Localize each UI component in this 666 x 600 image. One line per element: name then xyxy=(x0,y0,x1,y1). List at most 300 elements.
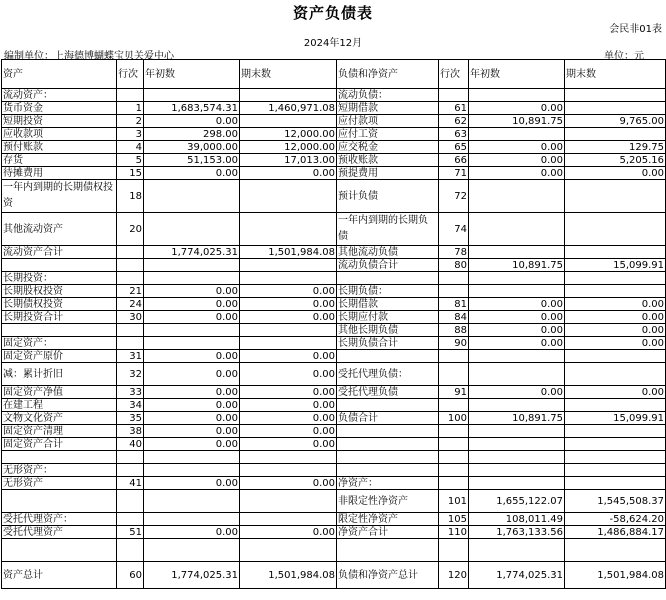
table-cell: 0.00 xyxy=(144,285,240,298)
table-cell xyxy=(240,89,337,102)
column-header: 资产 xyxy=(2,60,117,89)
table-cell: 长期投资合计 xyxy=(2,311,117,324)
table-cell xyxy=(337,272,439,285)
table-cell: 1,774,025.31 xyxy=(144,246,240,259)
table-cell: 负债和净资产总计 xyxy=(337,562,439,589)
table-cell: 0.00 xyxy=(240,438,337,451)
table-row xyxy=(2,526,666,539)
table-cell xyxy=(144,259,240,272)
table-cell xyxy=(144,180,240,213)
table-cell: 3 xyxy=(117,128,144,141)
table-cell: 101 xyxy=(439,490,469,513)
table-cell: 40 xyxy=(117,438,144,451)
table-cell: 0.00 xyxy=(144,438,240,451)
table-cell: 长期股权投资 xyxy=(2,285,117,298)
table-cell: 短期投资 xyxy=(2,115,117,128)
table-row xyxy=(2,438,666,451)
table-cell xyxy=(439,89,469,102)
table-cell: 12,000.00 xyxy=(240,141,337,154)
form-code: 会民非01表 xyxy=(609,24,662,35)
table-cell: 15,099.91 xyxy=(565,412,666,425)
table-cell: 10,891.75 xyxy=(469,115,565,128)
table-cell: 0.00 xyxy=(469,324,565,337)
table-cell: 0.00 xyxy=(565,337,666,350)
table-cell: 限定性净资产 xyxy=(337,513,439,526)
table-cell: 24 xyxy=(117,298,144,311)
table-cell xyxy=(117,259,144,272)
table-cell: 0.00 xyxy=(144,386,240,399)
table-row xyxy=(2,363,666,386)
table-cell xyxy=(469,363,565,386)
table-cell xyxy=(469,272,565,285)
table-cell: 60 xyxy=(117,562,144,589)
table-cell: 20 xyxy=(117,213,144,246)
table-cell: 0.00 xyxy=(144,115,240,128)
table-cell xyxy=(240,259,337,272)
table-cell xyxy=(565,363,666,386)
table-cell: 受托代理资产 xyxy=(2,526,117,539)
table-cell xyxy=(240,324,337,337)
table-row xyxy=(2,337,666,350)
table-cell: 其他流动资产 xyxy=(2,213,117,246)
table-cell xyxy=(469,539,565,562)
table-cell xyxy=(469,464,565,477)
table-cell: 15 xyxy=(117,167,144,180)
table-cell xyxy=(469,438,565,451)
table-cell: 1,774,025.31 xyxy=(469,562,565,589)
table-cell: 应收款项 xyxy=(2,128,117,141)
table-cell xyxy=(469,213,565,246)
table-cell: 61 xyxy=(439,102,469,115)
table-cell: 一年内到期的长期债权投资 xyxy=(2,180,117,213)
table-cell: 应付工资 xyxy=(337,128,439,141)
table-cell xyxy=(117,89,144,102)
table-cell xyxy=(337,350,439,363)
table-cell: 应付款项 xyxy=(337,115,439,128)
table-cell: 1,486,884.17 xyxy=(565,526,666,539)
table-cell: 110 xyxy=(439,526,469,539)
table-cell xyxy=(565,180,666,213)
table-cell xyxy=(144,337,240,350)
table-cell: 108,011.49 xyxy=(469,513,565,526)
table-cell xyxy=(144,324,240,337)
table-cell: 文物文化资产 xyxy=(2,412,117,425)
table-cell: 待摊费用 xyxy=(2,167,117,180)
table-cell: 0.00 xyxy=(144,350,240,363)
table-cell xyxy=(439,464,469,477)
table-row xyxy=(2,539,666,562)
table-row xyxy=(2,115,666,128)
table-cell xyxy=(144,464,240,477)
table-cell: 固定资产清理 xyxy=(2,425,117,438)
table-cell: 298.00 xyxy=(144,128,240,141)
table-cell: 91 xyxy=(439,386,469,399)
table-cell: 0.00 xyxy=(144,425,240,438)
table-cell: 长期负债合计 xyxy=(337,337,439,350)
table-cell xyxy=(337,399,439,412)
table-cell: 10,891.75 xyxy=(469,259,565,272)
table-cell: 1,545,508.37 xyxy=(565,490,666,513)
table-cell: 0.00 xyxy=(240,298,337,311)
table-cell xyxy=(439,425,469,438)
table-cell: 2 xyxy=(117,115,144,128)
column-header: 行次 xyxy=(117,60,144,89)
table-cell: 0.00 xyxy=(469,154,565,167)
table-cell: 货币资金 xyxy=(2,102,117,115)
table-cell xyxy=(2,451,117,464)
table-cell: 0.00 xyxy=(565,386,666,399)
table-cell: 流动负债合计 xyxy=(337,259,439,272)
table-cell: 0.00 xyxy=(240,477,337,490)
table-cell xyxy=(565,477,666,490)
table-cell: 0.00 xyxy=(565,311,666,324)
header-row xyxy=(2,60,666,89)
table-cell: 0.00 xyxy=(469,311,565,324)
column-header: 期末数 xyxy=(565,60,666,89)
table-cell: 长期债权投资 xyxy=(2,298,117,311)
table-cell: 15,099.91 xyxy=(565,259,666,272)
table-cell xyxy=(565,272,666,285)
table-cell: 72 xyxy=(439,180,469,213)
table-cell: 固定资产合计 xyxy=(2,438,117,451)
table-cell: 81 xyxy=(439,298,469,311)
table-cell: 无形资产 xyxy=(2,477,117,490)
table-cell: 88 xyxy=(439,324,469,337)
table-row xyxy=(2,298,666,311)
table-cell: 长期负债： xyxy=(337,285,439,298)
table-cell: 0.00 xyxy=(240,167,337,180)
table-cell xyxy=(469,285,565,298)
table-cell: 17,013.00 xyxy=(240,154,337,167)
table-cell: 32 xyxy=(117,363,144,386)
table-cell: 固定资产原价 xyxy=(2,350,117,363)
table-cell: 0.00 xyxy=(240,399,337,412)
report-date: 2024年12月 xyxy=(303,38,363,49)
table-cell: 35 xyxy=(117,412,144,425)
table-row xyxy=(2,412,666,425)
table-cell: 4 xyxy=(117,141,144,154)
table-cell xyxy=(240,115,337,128)
table-cell xyxy=(469,399,565,412)
table-cell: -58,624.20 xyxy=(565,513,666,526)
table-cell: 长期借款 xyxy=(337,298,439,311)
table-cell xyxy=(337,425,439,438)
unit-label: 单位：元 xyxy=(604,51,644,62)
table-cell: 0.00 xyxy=(240,425,337,438)
column-header: 期末数 xyxy=(240,60,337,89)
table-cell xyxy=(565,399,666,412)
table-cell xyxy=(439,451,469,464)
table-cell xyxy=(240,539,337,562)
table-cell xyxy=(2,539,117,562)
table-cell xyxy=(117,539,144,562)
table-cell: 39,000.00 xyxy=(144,141,240,154)
table-cell: 预提费用 xyxy=(337,167,439,180)
table-cell: 减：累计折旧 xyxy=(2,363,117,386)
table-cell: 1,501,984.08 xyxy=(565,562,666,589)
table-cell xyxy=(240,513,337,526)
table-row xyxy=(2,324,666,337)
table-cell xyxy=(240,180,337,213)
table-cell: 62 xyxy=(439,115,469,128)
table-cell xyxy=(565,213,666,246)
table-cell: 长期应付款 xyxy=(337,311,439,324)
table-cell xyxy=(144,89,240,102)
table-cell xyxy=(117,451,144,464)
table-cell xyxy=(117,272,144,285)
table-cell: 34 xyxy=(117,399,144,412)
table-cell xyxy=(117,246,144,259)
table-cell xyxy=(2,490,117,513)
table-cell xyxy=(337,451,439,464)
balance-sheet-table xyxy=(1,59,666,589)
table-cell: 长期投资： xyxy=(2,272,117,285)
table-cell xyxy=(439,539,469,562)
table-cell: 0.00 xyxy=(565,167,666,180)
table-cell: 1,655,122.07 xyxy=(469,490,565,513)
table-cell: 受托代理负债： xyxy=(337,363,439,386)
table-cell: 5 xyxy=(117,154,144,167)
table-cell: 120 xyxy=(439,562,469,589)
table-row xyxy=(2,490,666,513)
table-cell: 0.00 xyxy=(240,363,337,386)
table-cell: 一年内到期的长期负债 xyxy=(337,213,439,246)
table-cell: 受托代理资产： xyxy=(2,513,117,526)
table-cell xyxy=(439,285,469,298)
table-cell: 100 xyxy=(439,412,469,425)
table-cell xyxy=(2,324,117,337)
table-cell xyxy=(117,464,144,477)
table-cell xyxy=(439,399,469,412)
table-cell xyxy=(240,213,337,246)
table-cell: 38 xyxy=(117,425,144,438)
table-cell xyxy=(2,259,117,272)
table-cell: 0.00 xyxy=(240,350,337,363)
table-cell: 105 xyxy=(439,513,469,526)
table-row xyxy=(2,89,666,102)
table-cell: 0.00 xyxy=(469,386,565,399)
table-row xyxy=(2,386,666,399)
table-cell xyxy=(337,438,439,451)
table-cell xyxy=(439,477,469,490)
table-cell xyxy=(144,513,240,526)
table-row xyxy=(2,311,666,324)
table-cell: 5,205.16 xyxy=(565,154,666,167)
table-row xyxy=(2,562,666,589)
table-row xyxy=(2,477,666,490)
table-cell: 18 xyxy=(117,180,144,213)
table-cell: 66 xyxy=(439,154,469,167)
table-cell xyxy=(439,350,469,363)
table-cell: 0.00 xyxy=(469,141,565,154)
table-cell xyxy=(565,425,666,438)
table-cell xyxy=(565,464,666,477)
table-cell xyxy=(117,324,144,337)
table-cell: 非限定性净资产 xyxy=(337,490,439,513)
table-cell: 0.00 xyxy=(144,399,240,412)
table-cell: 0.00 xyxy=(565,298,666,311)
table-cell xyxy=(117,337,144,350)
table-cell: 无形资产： xyxy=(2,464,117,477)
table-cell: 其他长期负债 xyxy=(337,324,439,337)
table-cell xyxy=(469,246,565,259)
table-cell: 0.00 xyxy=(240,526,337,539)
column-header: 年初数 xyxy=(144,60,240,89)
table-row xyxy=(2,246,666,259)
table-cell: 0.00 xyxy=(144,412,240,425)
table-cell: 21 xyxy=(117,285,144,298)
table-cell: 51 xyxy=(117,526,144,539)
table-cell: 10,891.75 xyxy=(469,412,565,425)
table-cell xyxy=(565,102,666,115)
table-cell: 30 xyxy=(117,311,144,324)
table-row xyxy=(2,399,666,412)
table-row xyxy=(2,350,666,363)
table-row xyxy=(2,141,666,154)
table-cell: 0.00 xyxy=(240,311,337,324)
table-cell: 0.00 xyxy=(240,285,337,298)
table-cell: 预收账款 xyxy=(337,154,439,167)
table-cell: 80 xyxy=(439,259,469,272)
table-cell: 0.00 xyxy=(469,337,565,350)
table-cell xyxy=(565,246,666,259)
table-cell xyxy=(565,89,666,102)
table-cell xyxy=(240,451,337,464)
table-row xyxy=(2,154,666,167)
table-row xyxy=(2,102,666,115)
table-cell xyxy=(469,451,565,464)
table-cell xyxy=(144,539,240,562)
table-cell: 存货 xyxy=(2,154,117,167)
table-cell: 1,774,025.31 xyxy=(144,562,240,589)
table-cell: 1,460,971.08 xyxy=(240,102,337,115)
table-cell: 固定资产： xyxy=(2,337,117,350)
table-cell: 84 xyxy=(439,311,469,324)
table-cell xyxy=(565,539,666,562)
table-cell: 33 xyxy=(117,386,144,399)
column-header: 年初数 xyxy=(469,60,565,89)
table-cell: 51,153.00 xyxy=(144,154,240,167)
table-cell: 0.00 xyxy=(144,167,240,180)
table-cell: 资产总计 xyxy=(2,562,117,589)
table-cell: 0.00 xyxy=(240,386,337,399)
table-cell: 90 xyxy=(439,337,469,350)
table-row xyxy=(2,128,666,141)
table-row xyxy=(2,272,666,285)
table-cell: 1,501,984.08 xyxy=(240,562,337,589)
table-cell: 预付账款 xyxy=(2,141,117,154)
table-cell: 应交税金 xyxy=(337,141,439,154)
table-cell: 0.00 xyxy=(469,298,565,311)
table-cell: 0.00 xyxy=(144,298,240,311)
table-cell: 71 xyxy=(439,167,469,180)
table-cell xyxy=(240,464,337,477)
column-header: 行次 xyxy=(439,60,469,89)
table-cell: 负债合计 xyxy=(337,412,439,425)
table-row xyxy=(2,425,666,438)
table-cell: 63 xyxy=(439,128,469,141)
table-cell: 流动负债： xyxy=(337,89,439,102)
table-cell xyxy=(565,438,666,451)
table-cell xyxy=(469,350,565,363)
table-row xyxy=(2,513,666,526)
table-cell: 0.00 xyxy=(144,477,240,490)
table-cell: 流动资产合计 xyxy=(2,246,117,259)
table-cell xyxy=(117,513,144,526)
table-cell xyxy=(144,451,240,464)
table-cell xyxy=(240,272,337,285)
table-cell xyxy=(565,451,666,464)
table-cell: 1,501,984.08 xyxy=(240,246,337,259)
table-cell xyxy=(240,490,337,513)
table-cell: 固定资产净值 xyxy=(2,386,117,399)
table-cell: 1 xyxy=(117,102,144,115)
table-cell: 短期借款 xyxy=(337,102,439,115)
table-cell: 0.00 xyxy=(144,363,240,386)
table-cell: 其他流动负债 xyxy=(337,246,439,259)
table-cell xyxy=(565,350,666,363)
table-cell: 受托代理负债 xyxy=(337,386,439,399)
table-cell: 0.00 xyxy=(144,526,240,539)
table-cell: 0.00 xyxy=(565,324,666,337)
table-cell: 65 xyxy=(439,141,469,154)
table-cell xyxy=(144,272,240,285)
table-row xyxy=(2,259,666,272)
table-cell: 预计负债 xyxy=(337,180,439,213)
table-row xyxy=(2,464,666,477)
table-cell: 9,765.00 xyxy=(565,115,666,128)
table-cell xyxy=(439,272,469,285)
table-cell xyxy=(469,425,565,438)
table-cell: 129.75 xyxy=(565,141,666,154)
table-cell: 12,000.00 xyxy=(240,128,337,141)
table-row xyxy=(2,285,666,298)
table-cell xyxy=(565,128,666,141)
report-title: 资产负债表 xyxy=(292,4,373,22)
table-cell: 在建工程 xyxy=(2,399,117,412)
table-cell: 1,683,574.31 xyxy=(144,102,240,115)
table-cell: 41 xyxy=(117,477,144,490)
table-cell xyxy=(469,128,565,141)
table-cell: 净资产： xyxy=(337,477,439,490)
table-cell: 78 xyxy=(439,246,469,259)
table-cell xyxy=(469,89,565,102)
table-cell xyxy=(469,477,565,490)
table-cell: 流动资产： xyxy=(2,89,117,102)
table-cell xyxy=(117,490,144,513)
table-row xyxy=(2,167,666,180)
table-cell xyxy=(469,180,565,213)
table-cell: 31 xyxy=(117,350,144,363)
table-row xyxy=(2,451,666,464)
table-cell xyxy=(439,438,469,451)
table-row xyxy=(2,213,666,246)
table-cell xyxy=(144,490,240,513)
table-cell: 0.00 xyxy=(144,311,240,324)
organization-label: 编制单位：上海德博蝴蝶宝贝关爱中心 xyxy=(4,51,174,62)
table-row xyxy=(2,180,666,213)
table-cell: 74 xyxy=(439,213,469,246)
table-cell xyxy=(439,363,469,386)
table-cell xyxy=(337,539,439,562)
table-cell: 0.00 xyxy=(240,412,337,425)
table-cell xyxy=(337,464,439,477)
table-cell: 净资产合计 xyxy=(337,526,439,539)
table-cell xyxy=(565,285,666,298)
table-cell: 0.00 xyxy=(469,102,565,115)
table-cell xyxy=(144,213,240,246)
table-cell: 1,763,133.56 xyxy=(469,526,565,539)
